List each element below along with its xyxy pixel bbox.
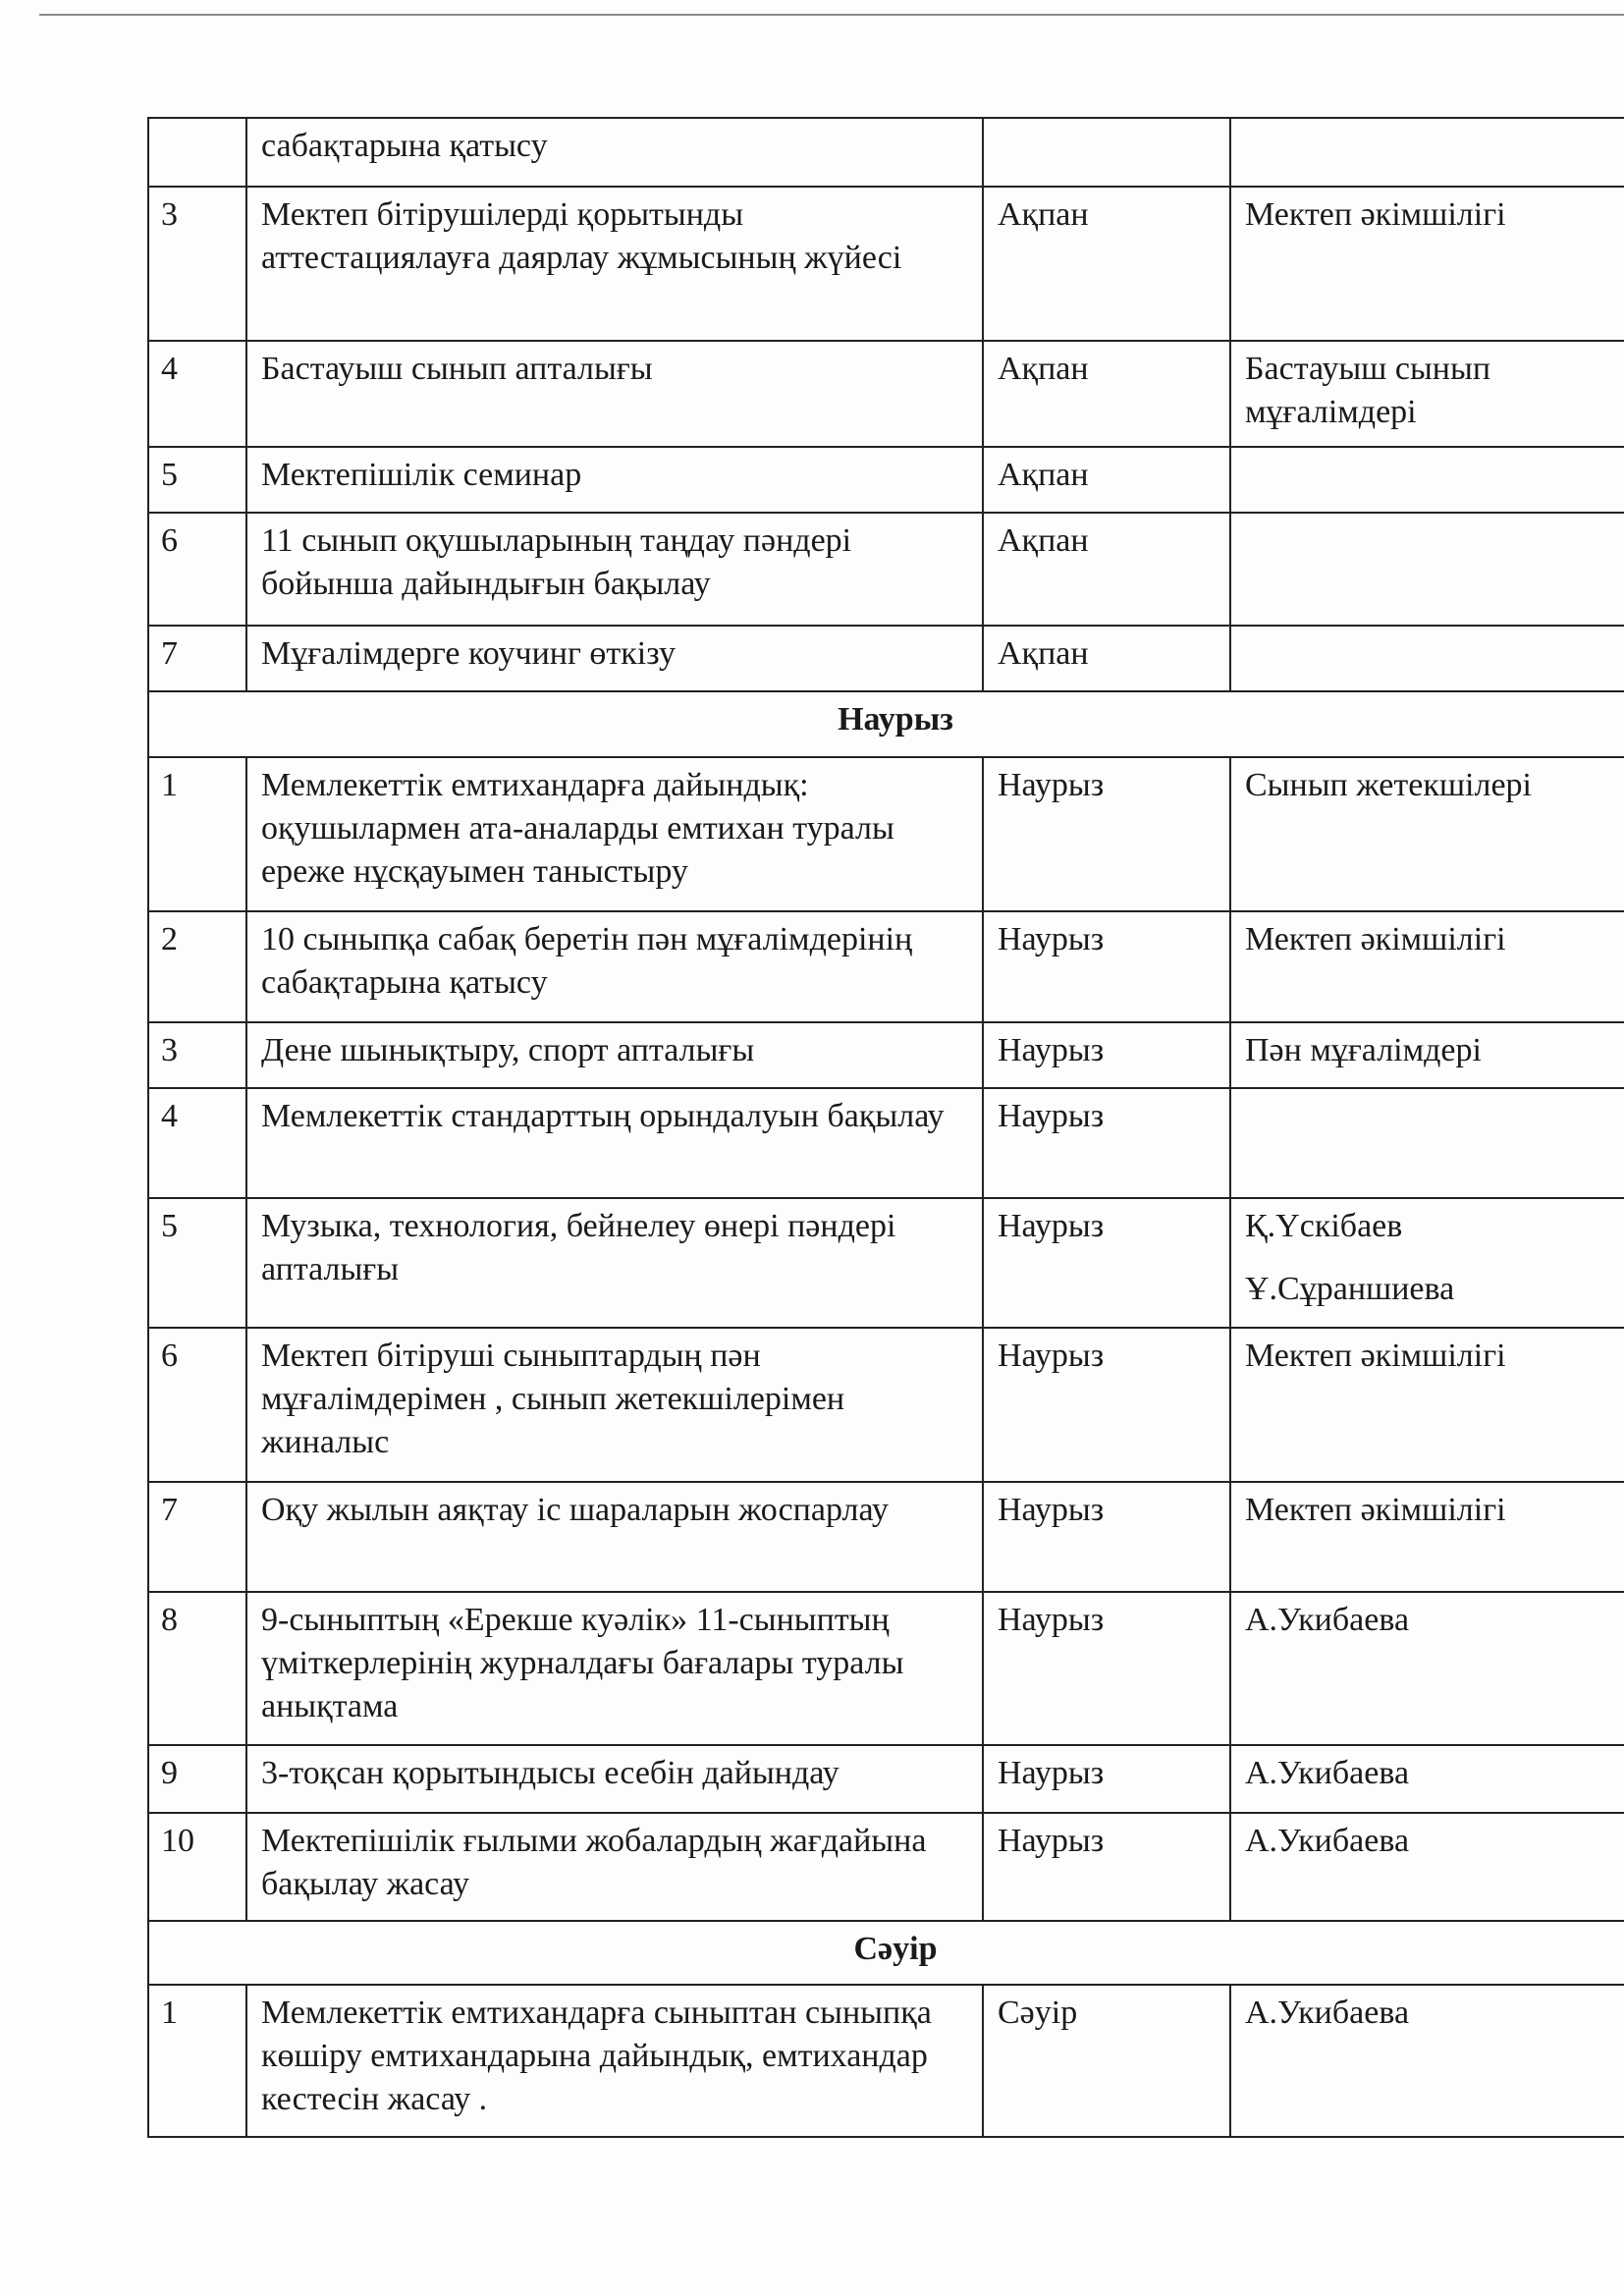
table-row [148, 1088, 1624, 1198]
row-number: 7 [148, 626, 246, 691]
date-cell: Сәуір [983, 1985, 1230, 2137]
table-row [148, 187, 1624, 341]
responsible-name: Қ.Үскібаев [1245, 1208, 1403, 1244]
responsible-cell [1230, 1088, 1624, 1198]
table-row [148, 757, 1624, 911]
task-cell: Мектепішілік семинар [246, 447, 983, 513]
row-number: 5 [148, 447, 246, 513]
date-cell: Наурыз [983, 1022, 1230, 1088]
responsible-name: А.Укибаева [1245, 1602, 1410, 1638]
table-row [148, 1592, 1624, 1745]
section-title: Сәуір [148, 1921, 1624, 1985]
table-row [148, 1482, 1624, 1592]
date-cell [983, 118, 1230, 187]
table-row [148, 513, 1624, 626]
responsible-name: А.Укибаева [1245, 1755, 1410, 1791]
table-row [148, 341, 1624, 447]
task-cell: 9-сыныптың «Ерекше куәлік» 11-сыныптың үміткерлерінің журналдағы бағалары туралы анықтама [246, 1592, 983, 1745]
responsible-cell [1230, 1198, 1624, 1328]
task-cell: Мектеп бітіруші сыныптардың пән мұғалімдерімен , сынып жетекшілерімен жиналыс [246, 1328, 983, 1482]
row-number: 5 [148, 1198, 246, 1328]
task-cell: Мұғалімдерге коучинг өткізу [246, 626, 983, 691]
task-cell: Мемлекеттік емтихандарға сыныптан сыныпқа көшіру емтихандарына дайындық, емтихандар кестесін жасау . [246, 1985, 983, 2137]
date-cell: Ақпан [983, 341, 1230, 447]
task-cell: Мектепішілік ғылыми жобалардың жағдайына бақылау жасау [246, 1813, 983, 1921]
responsible-cell [1230, 513, 1624, 626]
responsible-cell [1230, 626, 1624, 691]
date-cell: Наурыз [983, 911, 1230, 1022]
date-cell: Ақпан [983, 447, 1230, 513]
responsible-name: Мектеп әкімшілігі [1245, 921, 1506, 957]
responsible-cell [1230, 1592, 1624, 1745]
task-cell: Бастауыш сынып апталығы [246, 341, 983, 447]
row-number: 2 [148, 911, 246, 1022]
date-cell: Наурыз [983, 1592, 1230, 1745]
date-cell: Наурыз [983, 1482, 1230, 1592]
task-cell: Мемлекеттік стандарттың орындалуын бақылау [246, 1088, 983, 1198]
date-cell: Ақпан [983, 513, 1230, 626]
task-cell: Мектеп бітірушілерді қорытынды аттестациялауға даярлау жұмысының жүйесі [246, 187, 983, 341]
section-header-row [148, 1921, 1624, 1985]
responsible-name: Мектеп әкімшілігі [1245, 1492, 1506, 1528]
responsible-cell [1230, 118, 1624, 187]
responsible-cell [1230, 1813, 1624, 1921]
section-header-row [148, 691, 1624, 757]
row-number: 9 [148, 1745, 246, 1813]
responsible-name: Ұ.Сұраншиева [1245, 1271, 1455, 1307]
responsible-cell [1230, 1022, 1624, 1088]
date-cell: Наурыз [983, 1813, 1230, 1921]
date-cell: Наурыз [983, 757, 1230, 911]
row-number: 8 [148, 1592, 246, 1745]
task-cell: Музыка, технология, бейнелеу өнері пәндері апталығы [246, 1198, 983, 1328]
responsible-cell [1230, 1482, 1624, 1592]
row-number: 1 [148, 757, 246, 911]
responsible-cell [1230, 341, 1624, 447]
row-number: 6 [148, 513, 246, 626]
date-cell: Ақпан [983, 187, 1230, 341]
responsible-name: Сынып жетекшілері [1245, 767, 1532, 803]
table-row [148, 1022, 1624, 1088]
table-row [148, 1985, 1624, 2137]
date-cell: Наурыз [983, 1198, 1230, 1328]
row-number: 6 [148, 1328, 246, 1482]
responsible-cell [1230, 757, 1624, 911]
table-row [148, 626, 1624, 691]
responsible-name: Мектеп әкімшілігі [1245, 196, 1506, 233]
responsible-name: А.Укибаева [1245, 1823, 1410, 1859]
responsible-name: Бастауыш сынып мұғалімдері [1245, 351, 1491, 430]
responsible-cell [1230, 911, 1624, 1022]
row-number [148, 118, 246, 187]
row-number: 4 [148, 1088, 246, 1198]
responsible-name: А.Укибаева [1245, 1995, 1410, 2031]
task-cell: Дене шынықтыру, спорт апталығы [246, 1022, 983, 1088]
task-cell: 10 сыныпқа сабақ беретін пән мұғалімдерінің сабақтарына қатысу [246, 911, 983, 1022]
responsible-cell [1230, 187, 1624, 341]
row-number: 4 [148, 341, 246, 447]
row-number: 7 [148, 1482, 246, 1592]
responsible-cell [1230, 1985, 1624, 2137]
row-number: 10 [148, 1813, 246, 1921]
table-row [148, 1745, 1624, 1813]
section-title: Наурыз [148, 691, 1624, 757]
responsible-cell [1230, 1328, 1624, 1482]
scan-edge-line [39, 14, 1624, 16]
row-number: 3 [148, 1022, 246, 1088]
task-cell: Мемлекеттік емтихандарға дайындық: оқушылармен ата-аналарды емтихан туралы ереже нұсқауымен таныстыру [246, 757, 983, 911]
responsible-name: Пән мұғалімдері [1245, 1032, 1482, 1068]
date-cell: Ақпан [983, 626, 1230, 691]
task-cell: 3-тоқсан қорытындысы есебін дайындау [246, 1745, 983, 1813]
task-cell: Оқу жылын аяқтау іс шараларын жоспарлау [246, 1482, 983, 1592]
table-row [148, 1328, 1624, 1482]
responsible-name: Мектеп әкімшілігі [1245, 1338, 1506, 1374]
table-row [148, 911, 1624, 1022]
responsible-cell [1230, 1745, 1624, 1813]
task-cell: 11 сынып оқушыларының таңдау пәндері бойынша дайындығын бақылау [246, 513, 983, 626]
row-number: 3 [148, 187, 246, 341]
plan-table [147, 117, 1624, 2138]
responsible-cell [1230, 447, 1624, 513]
table-row [148, 1813, 1624, 1921]
table-row [148, 1198, 1624, 1328]
table-row [148, 447, 1624, 513]
table-row [148, 118, 1624, 187]
date-cell: Наурыз [983, 1745, 1230, 1813]
date-cell: Наурыз [983, 1328, 1230, 1482]
task-cell: сабақтарына қатысу [246, 118, 983, 187]
date-cell: Наурыз [983, 1088, 1230, 1198]
row-number: 1 [148, 1985, 246, 2137]
